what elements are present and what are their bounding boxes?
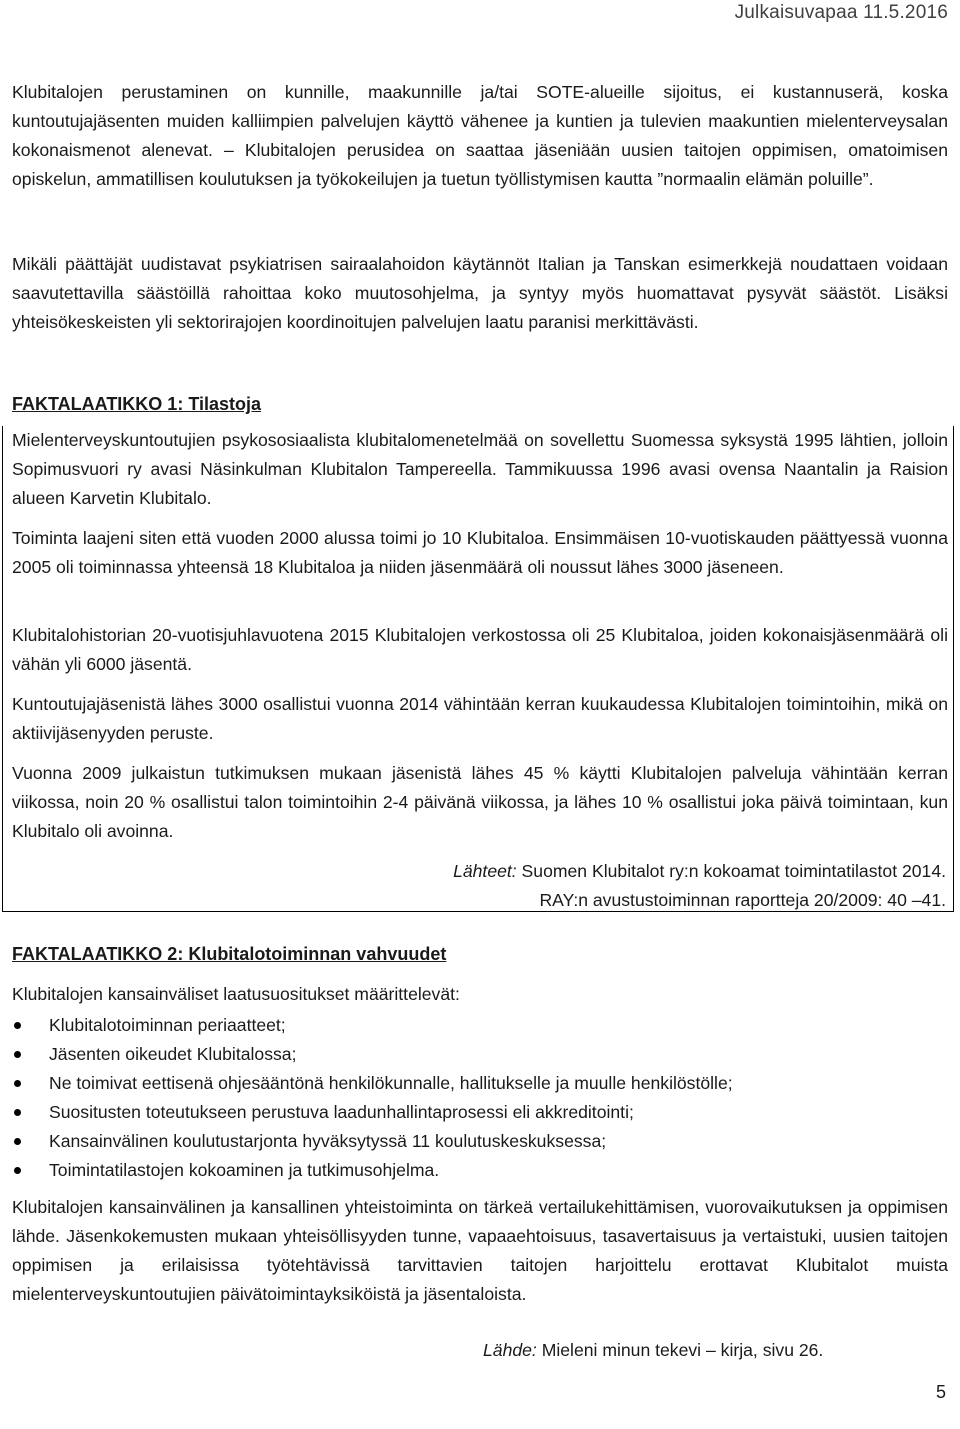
bullet-icon (14, 1080, 21, 1087)
factbox-2-closing-paragraph: Klubitalojen kansainvälinen ja kansallinen yhteistoiminta on tärkeä vertailukehittämisen, vuorovaikutuksen ja oppimisen lähde. Jäsenkokemusten mukaan yhteisöllisyyden tunne, vapaaehtoisuus, tasavertaisuus ja vertaistuki, uusien taitojen oppimisen ja erilaisissa työtehtävissä tarvittavien taitojen harjoittelu erottavat Klubitalot muista mielenterveyskuntoutujien päivätoimintayksiköistä ja jäsentaloista. (12, 1197, 948, 1304)
list-item: Toimintatilastojen kokoaminen ja tutkimusohjelma. (12, 1156, 948, 1185)
list-item: Kansainvälinen koulutustarjonta hyväksytyssä 11 koulutuskeskuksessa; (12, 1127, 948, 1156)
factbox-2-title: FAKTALAATIKKO 2: Klubitalotoiminnan vahvuudet (12, 944, 447, 964)
bullet-icon (14, 1109, 21, 1116)
list-item: Jäsenten oikeudet Klubitalossa; (12, 1040, 948, 1069)
factbox-1-paragraph-2: Toiminta laajeni siten että vuoden 2000 alussa toimi jo 10 Klubitaloa. Ensimmäisen 10-vuotiskauden päättyessä vuonna 2005 oli toiminnassa yhteensä 18 Klubitaloa ja niiden jäsenmäärä oli noussut lähes 3000 jäseneen. (12, 528, 948, 577)
intro-paragraph: Klubitalojen perustaminen on kunnille, maakunnille ja/tai SOTE-alueille sijoitus, ei kustannuserä, koska kuntoutujajäsenten muiden kalliimpien palvelujen käyttö vähenee ja kuntien ja tulevien maakuntien mielenterveysalan kokonaismenot alenevat. – Klubitalojen perusidea on saattaa jäseniään uusien taitojen oppimisen, omatoimisen opiskelun, ammatillisen koulutuksen ja työkokeilujen ja tuetun työllistymisen kautta ”normaalin elämän poluille”. (12, 82, 948, 189)
factbox-1-paragraph-4: Kuntoutujajäsenistä lähes 3000 osallistui vuonna 2014 vähintään kerran kuukaudessa Klubitalojen toimintoihin, mikä on aktiivijäsenyyden peruste. (12, 694, 948, 743)
factbox-2-source-text: Mieleni minun tekevi – kirja, sivu 26. (536, 1340, 824, 1360)
list-item: Klubitalotoiminnan periaatteet; (12, 1011, 948, 1040)
list-item: Ne toimivat eettisenä ohjesääntönä henkilökunnalle, hallitukselle ja muulle henkilöstölle; (12, 1069, 948, 1098)
factbox-1-source-line-2: RAY:n avustustoiminnan raportteja 20/2009: 40 –41. (539, 890, 946, 910)
factbox-1-paragraph-5: Vuonna 2009 julkaistun tutkimuksen mukaan jäsenistä lähes 45 % käytti Klubitalojen palveluja vähintään kerran viikossa, noin 20 % osallistui talon toimintoihin 2-4 päivänä viikossa, ja lähes 10 % osallistui joka päivä toimintaan, kun Klubitalo oli avoinna. (12, 763, 948, 841)
publish-date-header: Julkaisuvapaa 11.5.2016 (734, 2, 948, 23)
factbox-1-source-line-1 (453, 857, 946, 886)
factbox-1-source-label: Lähteet: (453, 861, 517, 881)
factbox-1-paragraph-3: Klubitalohistorian 20-vuotisjuhlavuotena 2015 Klubitalojen verkostossa oli 25 Klubitaloa, joiden kokonaisjäsenmäärä oli vähän yli 6000 jäsentä. (12, 625, 948, 674)
factbox-2-intro: Klubitalojen kansainväliset laatusuositukset määrittelevät: (12, 984, 460, 1004)
factbox-1-paragraph-1: Mielenterveyskuntoutujien psykososiaalista klubitalomenetelmää on sovellettu Suomessa syksystä 1995 lähtien, jolloin Sopimusvuori ry avasi Näsinkulman Klubitalon Tampereella. Tammikuussa 1996 avasi ovensa Naantalin ja Raision alueen Karvetin Klubitalo. (12, 430, 948, 508)
factbox-2-bullet-list (12, 1011, 948, 1185)
bullet-icon (14, 1138, 21, 1145)
factbox-1-source-text: Suomen Klubitalot ry:n kokoamat toimintatilastot 2014. (516, 861, 946, 881)
decision-paragraph: Mikäli päättäjät uudistavat psykiatrisen sairaalahoidon käytännöt Italian ja Tanskan esimerkkejä noudattaen voidaan saavutettavilla säästöillä rahoittaa koko muutosohjelma, ja syntyy myös huomattavat pysyvät säästöt. Lisäksi yhteisökeskeisten yli sektorirajojen koordinoitujen palvelujen laatu paranisi merkittävästi. (12, 254, 948, 332)
list-item: Suositusten toteutukseen perustuva laadunhallintaprosessi eli akkreditointi; (12, 1098, 948, 1127)
page-number: 5 (935, 1382, 946, 1402)
bullet-icon (14, 1051, 21, 1058)
bullet-icon (14, 1167, 21, 1174)
bullet-icon (14, 1022, 21, 1029)
factbox-2-source-label: Lähde: (483, 1340, 537, 1360)
factbox-2-source (483, 1336, 823, 1365)
factbox-1-title: FAKTALAATIKKO 1: Tilastoja (12, 394, 262, 414)
